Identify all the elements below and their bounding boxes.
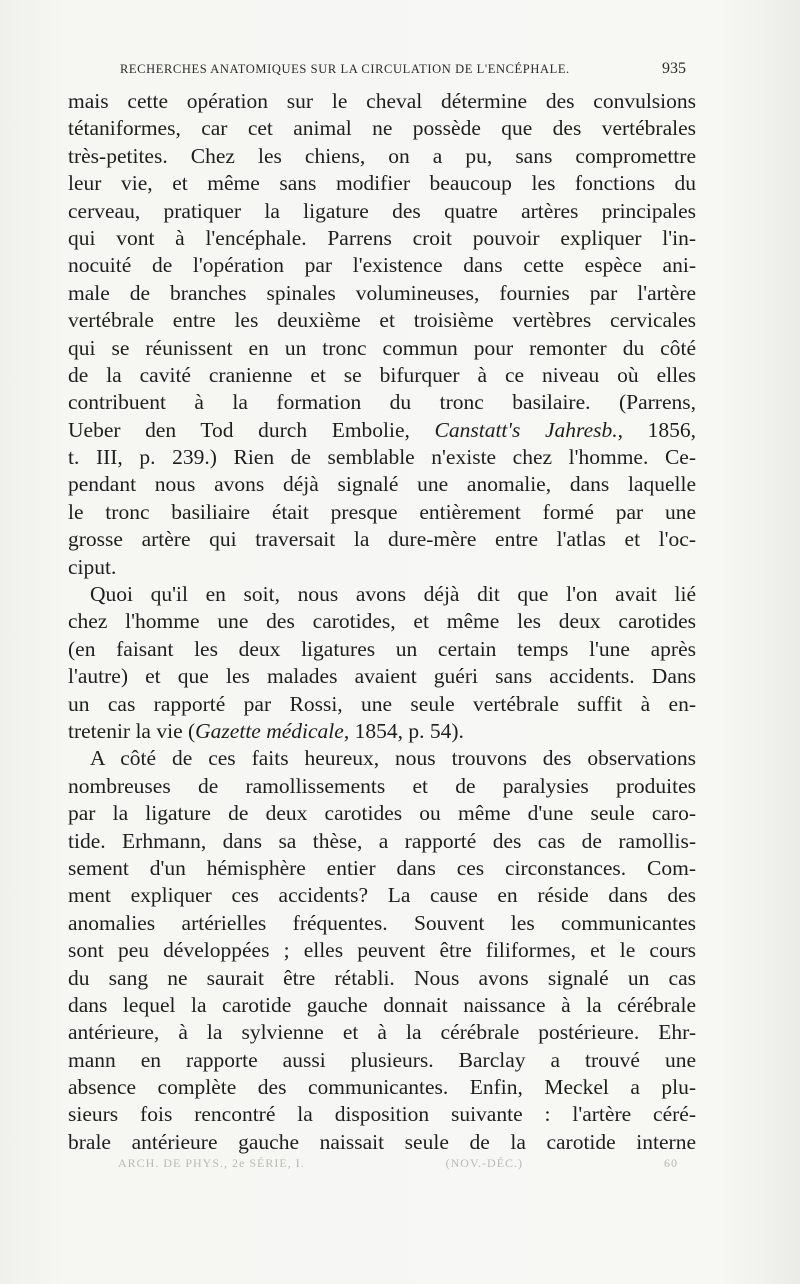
text-line: (en faisant les deux ligatures un certain temps l'une après [68, 636, 696, 661]
text-line: sont peu développées ; elles peuvent être filiformes, et le cours [68, 938, 696, 963]
text-line: qui se réunissent en un tronc commun pour remonter du côté [68, 335, 696, 360]
text-line: par la ligature de deux carotides ou même d'une seule caro- [68, 801, 696, 826]
text-line: vertébrale entre les deuxième et troisième vertèbres cervicales [68, 308, 696, 333]
text-line: anomalies artérielles fréquentes. Souvent les communicantes [68, 910, 696, 935]
text-line: qui vont à l'encéphale. Parrens croit pouvoir expliquer l'in- [68, 225, 696, 250]
text-line: antérieure, à la sylvienne et à la cérébrale postérieure. Ehr- [68, 1020, 696, 1045]
text-line: t. III, p. 239.) Rien de semblable n'existe chez l'homme. Ce- [68, 445, 696, 470]
text-line: sieurs fois rencontré la disposition suivante : l'artère céré- [68, 1102, 696, 1127]
text-line: très-petites. Chez les chiens, on a pu, sans compromettre [68, 143, 696, 168]
text-line: leur vie, et même sans modifier beaucoup les fonctions du [68, 171, 696, 196]
text-line: male de branches spinales volumineuses, fournies par l'artère [68, 280, 696, 305]
text-line: tide. Erhmann, dans sa thèse, a rapporté des cas de ramollis- [68, 828, 696, 853]
text-line: ciput. [68, 554, 117, 579]
page-number: 935 [662, 60, 686, 77]
text-line: cerveau, pratiquer la ligature des quatre artères principales [68, 198, 696, 223]
text-line: Ueber den Tod durch Embolie, Canstatt's Jahresb., 1856, [68, 417, 696, 442]
signature-date: (NOV.-DÉC.) [445, 1156, 524, 1170]
text-line: du sang ne saurait être rétabli. Nous avons signalé un cas [68, 965, 696, 990]
text-line: contribuent à la formation du tronc basilaire. (Parrens, [68, 390, 696, 415]
body-text [68, 88, 696, 1156]
text-line: sement d'un hémisphère entier dans ces circonstances. Com- [68, 855, 696, 880]
text-line: absence complète des communicantes. Enfin, Meckel a plu- [68, 1075, 696, 1100]
text-line: pendant nous avons déjà signalé une anomalie, dans laquelle [68, 472, 696, 497]
text-line: nombreuses de ramollissements et de paralysies produites [68, 773, 696, 798]
text-line: l'autre) et que les malades avaient guéri sans accidents. Dans [68, 664, 696, 689]
text-line: Quoi qu'il en soit, nous avons déjà dit que l'on avait lié [90, 582, 696, 607]
text-line: mann en rapporte aussi plusieurs. Barclay a trouvé une [68, 1047, 696, 1072]
signature-sheet-number: 60 [664, 1156, 678, 1170]
text-line: chez l'homme une des carotides, et même les deux carotides [68, 609, 696, 634]
text-line: de la cavité cranienne et se bifurquer à ce niveau où elles [68, 362, 696, 387]
printer-signature [118, 1156, 678, 1171]
signature-journal: ARCH. DE PHYS., 2e SÉRIE, I. [118, 1156, 305, 1170]
text-line: mais cette opération sur le cheval détermine des convulsions [68, 89, 696, 113]
text-line: tretenir la vie (Gazette médicale, 1854, p. 54). [68, 718, 464, 743]
text-line: ment expliquer ces accidents? La cause en réside dans des [68, 883, 696, 908]
text-line: nocuité de l'opération par l'existence dans cette espèce ani- [68, 253, 696, 278]
text-line: le tronc basiliaire était presque entièrement formé par une [68, 499, 696, 524]
text-line: grosse artère qui traversait la dure-mère entre l'atlas et l'oc- [68, 527, 696, 552]
text-line: tétaniformes, car cet animal ne possède que des vertébrales [68, 116, 696, 141]
text-line: brale antérieure gauche naissait seule de la carotide interne [68, 1129, 696, 1154]
running-title: RECHERCHES ANATOMIQUES SUR LA CIRCULATION DE L'ENCÉPHALE. [120, 62, 570, 76]
text-line: un cas rapporté par Rossi, une seule vertébrale suffit à en- [68, 691, 696, 716]
text-line: dans lequel la carotide gauche donnait naissance à la cérébrale [68, 992, 696, 1017]
text-line: A côté de ces faits heureux, nous trouvons des observations [90, 746, 696, 771]
